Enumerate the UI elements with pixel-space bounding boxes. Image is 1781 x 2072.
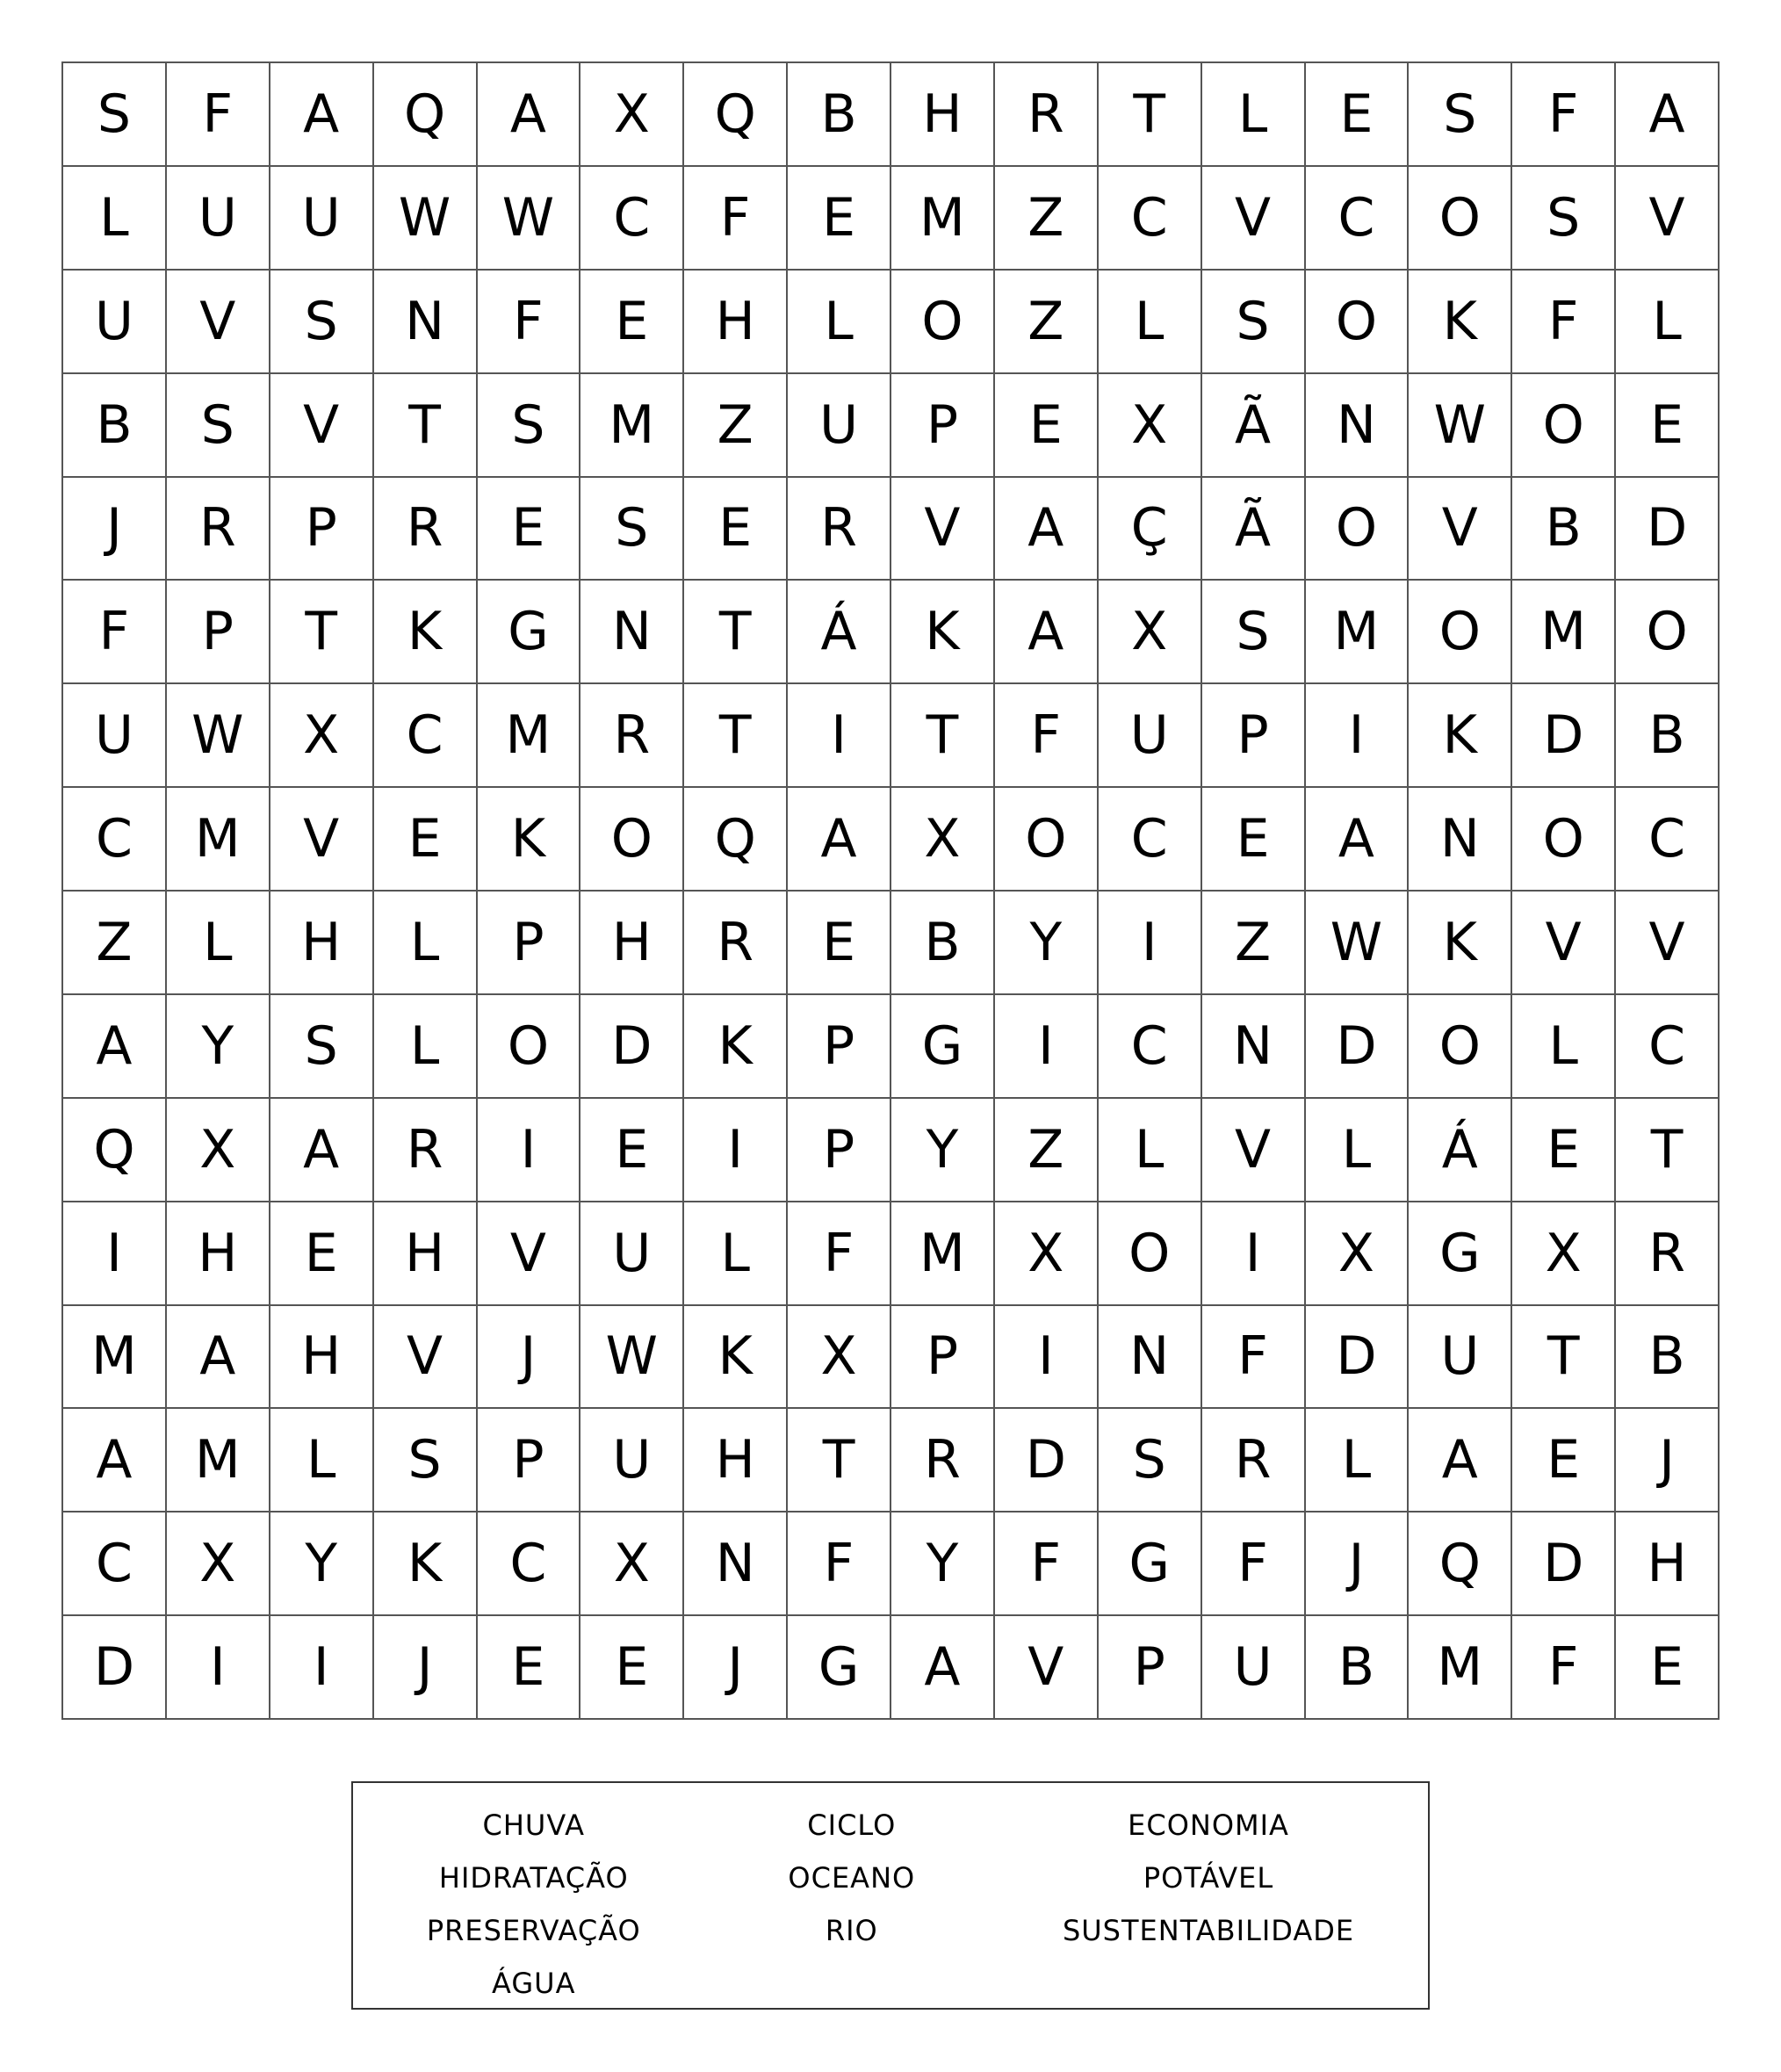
grid-cell[interactable]: S: [1409, 63, 1512, 167]
grid-cell[interactable]: S: [167, 374, 270, 478]
grid-cell[interactable]: O: [1512, 374, 1616, 478]
word-list-item: CHUVA: [482, 1808, 586, 1842]
grid-cell[interactable]: B: [1306, 1616, 1410, 1720]
grid-cell[interactable]: N: [580, 581, 684, 684]
grid-cell[interactable]: I: [167, 1616, 270, 1720]
grid-cell[interactable]: Y: [891, 1512, 995, 1616]
grid-cell[interactable]: Q: [1409, 1512, 1512, 1616]
grid-cell[interactable]: H: [1616, 1512, 1720, 1616]
grid-cell[interactable]: B: [891, 892, 995, 995]
grid-cell[interactable]: D: [1306, 1306, 1410, 1410]
grid-cell[interactable]: H: [891, 63, 995, 167]
grid-cell[interactable]: V: [891, 478, 995, 581]
grid-cell[interactable]: L: [270, 1409, 374, 1512]
grid-cell[interactable]: M: [891, 167, 995, 271]
grid-cell[interactable]: V: [1202, 1099, 1306, 1202]
grid-cell[interactable]: A: [995, 581, 1099, 684]
grid-cell[interactable]: C: [478, 1512, 581, 1616]
grid-cell[interactable]: O: [1306, 478, 1410, 581]
grid-cell[interactable]: K: [891, 581, 995, 684]
grid-cell[interactable]: C: [63, 788, 167, 892]
word-list-box: [351, 1781, 1430, 2010]
grid-cell[interactable]: P: [1202, 684, 1306, 788]
grid-cell[interactable]: R: [788, 478, 891, 581]
grid-cell[interactable]: A: [1409, 1409, 1512, 1512]
grid-cell[interactable]: O: [1099, 1202, 1202, 1306]
grid-cell[interactable]: P: [167, 581, 270, 684]
grid-cell[interactable]: S: [374, 1409, 478, 1512]
grid-cell[interactable]: E: [788, 167, 891, 271]
grid-cell[interactable]: V: [1512, 892, 1616, 995]
grid-cell[interactable]: B: [1616, 684, 1720, 788]
grid-cell[interactable]: Á: [788, 581, 891, 684]
grid-cell[interactable]: A: [995, 478, 1099, 581]
grid-cell[interactable]: J: [1616, 1409, 1720, 1512]
grid-cell[interactable]: U: [270, 167, 374, 271]
grid-cell[interactable]: C: [1099, 995, 1202, 1099]
grid-cell[interactable]: I: [788, 684, 891, 788]
grid-cell[interactable]: B: [63, 374, 167, 478]
grid-cell[interactable]: A: [167, 1306, 270, 1410]
grid-cell[interactable]: J: [1306, 1512, 1410, 1616]
grid-cell[interactable]: C: [1099, 167, 1202, 271]
word-list-item: POTÁVEL: [1143, 1861, 1274, 1895]
grid-cell[interactable]: L: [167, 892, 270, 995]
grid-cell[interactable]: O: [995, 788, 1099, 892]
grid-cell[interactable]: L: [1512, 995, 1616, 1099]
grid-cell[interactable]: Z: [995, 167, 1099, 271]
grid-cell[interactable]: R: [891, 1409, 995, 1512]
grid-cell[interactable]: Y: [167, 995, 270, 1099]
grid-cell[interactable]: F: [1202, 1512, 1306, 1616]
grid-cell[interactable]: Q: [684, 63, 788, 167]
grid-cell[interactable]: E: [1616, 1616, 1720, 1720]
grid-cell[interactable]: L: [684, 1202, 788, 1306]
grid-cell[interactable]: U: [1099, 684, 1202, 788]
grid-cell[interactable]: E: [1306, 63, 1410, 167]
grid-cell[interactable]: K: [684, 1306, 788, 1410]
grid-cell[interactable]: F: [1512, 1616, 1616, 1720]
grid-cell[interactable]: L: [1306, 1409, 1410, 1512]
grid-cell[interactable]: V: [167, 271, 270, 374]
grid-cell[interactable]: S: [1512, 167, 1616, 271]
grid-cell[interactable]: X: [995, 1202, 1099, 1306]
grid-cell[interactable]: T: [1512, 1306, 1616, 1410]
grid-cell[interactable]: G: [891, 995, 995, 1099]
grid-cell[interactable]: Ã: [1202, 478, 1306, 581]
grid-cell[interactable]: P: [1099, 1616, 1202, 1720]
grid-cell[interactable]: D: [1512, 684, 1616, 788]
grid-cell[interactable]: E: [374, 788, 478, 892]
grid-cell[interactable]: K: [374, 581, 478, 684]
grid-cell[interactable]: L: [1099, 1099, 1202, 1202]
grid-cell[interactable]: N: [1409, 788, 1512, 892]
grid-cell[interactable]: L: [374, 892, 478, 995]
grid-cell[interactable]: A: [270, 1099, 374, 1202]
grid-cell[interactable]: A: [891, 1616, 995, 1720]
grid-cell[interactable]: H: [684, 1409, 788, 1512]
grid-cell[interactable]: N: [684, 1512, 788, 1616]
grid-cell[interactable]: Z: [684, 374, 788, 478]
grid-cell[interactable]: D: [63, 1616, 167, 1720]
grid-cell[interactable]: E: [580, 271, 684, 374]
grid-cell[interactable]: N: [374, 271, 478, 374]
grid-cell[interactable]: R: [167, 478, 270, 581]
word-list-item: OCEANO: [788, 1861, 916, 1895]
grid-cell[interactable]: N: [1202, 995, 1306, 1099]
grid-cell[interactable]: L: [1202, 63, 1306, 167]
grid-cell[interactable]: F: [63, 581, 167, 684]
grid-cell[interactable]: Ç: [1099, 478, 1202, 581]
grid-cell[interactable]: Z: [995, 1099, 1099, 1202]
grid-cell[interactable]: H: [374, 1202, 478, 1306]
grid-cell[interactable]: H: [684, 271, 788, 374]
grid-cell[interactable]: P: [788, 995, 891, 1099]
word-list-item: ÁGUA: [492, 1967, 576, 2000]
grid-cell[interactable]: Q: [63, 1099, 167, 1202]
grid-cell[interactable]: H: [270, 1306, 374, 1410]
grid-cell[interactable]: O: [1616, 581, 1720, 684]
grid-cell[interactable]: C: [1616, 995, 1720, 1099]
grid-cell[interactable]: E: [580, 1616, 684, 1720]
grid-cell[interactable]: H: [270, 892, 374, 995]
grid-cell[interactable]: T: [891, 684, 995, 788]
grid-cell[interactable]: E: [478, 1616, 581, 1720]
word-list-item: ECONOMIA: [1128, 1808, 1289, 1842]
grid-cell[interactable]: U: [63, 271, 167, 374]
grid-cell[interactable]: V: [995, 1616, 1099, 1720]
grid-cell[interactable]: S: [63, 63, 167, 167]
grid-cell[interactable]: O: [1512, 788, 1616, 892]
grid-cell[interactable]: S: [1202, 271, 1306, 374]
grid-cell[interactable]: Z: [1202, 892, 1306, 995]
grid-cell[interactable]: E: [995, 374, 1099, 478]
grid-cell[interactable]: O: [1306, 271, 1410, 374]
grid-cell[interactable]: M: [1306, 581, 1410, 684]
grid-cell[interactable]: G: [1409, 1202, 1512, 1306]
grid-cell[interactable]: C: [374, 684, 478, 788]
grid-cell[interactable]: X: [1099, 581, 1202, 684]
grid-cell[interactable]: G: [1099, 1512, 1202, 1616]
grid-cell[interactable]: K: [1409, 892, 1512, 995]
grid-cell[interactable]: D: [1306, 995, 1410, 1099]
grid-cell[interactable]: R: [684, 892, 788, 995]
grid-cell[interactable]: K: [478, 788, 581, 892]
grid-cell[interactable]: T: [788, 1409, 891, 1512]
grid-cell[interactable]: R: [580, 684, 684, 788]
grid-cell[interactable]: X: [270, 684, 374, 788]
grid-cell[interactable]: A: [63, 1409, 167, 1512]
word-list-column: [427, 1799, 641, 2008]
grid-cell[interactable]: Ã: [1202, 374, 1306, 478]
grid-cell[interactable]: N: [1099, 1306, 1202, 1410]
grid-cell[interactable]: I: [1306, 684, 1410, 788]
grid-cell[interactable]: A: [478, 63, 581, 167]
grid-cell[interactable]: E: [1202, 788, 1306, 892]
grid-cell[interactable]: E: [788, 892, 891, 995]
grid-cell[interactable]: R: [374, 478, 478, 581]
grid-cell[interactable]: N: [1306, 374, 1410, 478]
word-list-column: [788, 1799, 915, 2008]
grid-cell[interactable]: V: [1202, 167, 1306, 271]
grid-cell[interactable]: Q: [684, 788, 788, 892]
grid-cell[interactable]: T: [684, 684, 788, 788]
grid-cell[interactable]: S: [270, 995, 374, 1099]
grid-cell[interactable]: J: [63, 478, 167, 581]
grid-cell[interactable]: I: [1099, 892, 1202, 995]
grid-cell[interactable]: V: [1409, 478, 1512, 581]
grid-cell[interactable]: C: [1616, 788, 1720, 892]
grid-cell[interactable]: Á: [1409, 1099, 1512, 1202]
grid-cell[interactable]: L: [788, 271, 891, 374]
grid-cell[interactable]: Z: [995, 271, 1099, 374]
grid-cell[interactable]: M: [478, 684, 581, 788]
grid-cell[interactable]: R: [1616, 1202, 1720, 1306]
grid-cell[interactable]: E: [1616, 374, 1720, 478]
grid-cell[interactable]: B: [788, 63, 891, 167]
grid-cell[interactable]: X: [167, 1512, 270, 1616]
grid-cell[interactable]: R: [1202, 1409, 1306, 1512]
grid-cell[interactable]: Y: [270, 1512, 374, 1616]
grid-cell[interactable]: C: [63, 1512, 167, 1616]
grid-cell[interactable]: Y: [891, 1099, 995, 1202]
grid-cell[interactable]: A: [63, 995, 167, 1099]
grid-cell[interactable]: U: [167, 167, 270, 271]
grid-cell[interactable]: T: [684, 581, 788, 684]
grid-cell[interactable]: W: [478, 167, 581, 271]
grid-cell[interactable]: V: [270, 374, 374, 478]
grid-cell[interactable]: F: [1512, 271, 1616, 374]
grid-cell[interactable]: H: [580, 892, 684, 995]
grid-cell[interactable]: V: [270, 788, 374, 892]
grid-cell[interactable]: A: [270, 63, 374, 167]
grid-cell[interactable]: P: [891, 374, 995, 478]
grid-cell[interactable]: M: [63, 1306, 167, 1410]
grid-cell[interactable]: X: [1306, 1202, 1410, 1306]
grid-cell[interactable]: U: [63, 684, 167, 788]
grid-cell[interactable]: F: [684, 167, 788, 271]
grid-cell[interactable]: L: [1306, 1099, 1410, 1202]
grid-cell[interactable]: L: [1616, 271, 1720, 374]
word-list-item: CICLO: [807, 1808, 897, 1842]
grid-cell[interactable]: U: [580, 1409, 684, 1512]
grid-cell[interactable]: Z: [63, 892, 167, 995]
grid-cell[interactable]: M: [891, 1202, 995, 1306]
word-list-item: SUSTENTABILIDADE: [1062, 1914, 1355, 1947]
grid-cell[interactable]: I: [63, 1202, 167, 1306]
word-list-column: [1063, 1799, 1354, 2008]
word-list-item: RIO: [825, 1914, 878, 1947]
grid-cell[interactable]: X: [167, 1099, 270, 1202]
grid-cell[interactable]: L: [63, 167, 167, 271]
grid-cell[interactable]: R: [374, 1099, 478, 1202]
grid-cell[interactable]: K: [374, 1512, 478, 1616]
grid-cell[interactable]: D: [1512, 1512, 1616, 1616]
grid-cell[interactable]: F: [167, 63, 270, 167]
grid-cell[interactable]: M: [167, 788, 270, 892]
grid-cell[interactable]: X: [891, 788, 995, 892]
grid-cell[interactable]: F: [478, 271, 581, 374]
grid-cell[interactable]: E: [1512, 1099, 1616, 1202]
grid-cell[interactable]: X: [580, 63, 684, 167]
grid-cell[interactable]: J: [684, 1616, 788, 1720]
grid-cell[interactable]: O: [891, 271, 995, 374]
grid-cell[interactable]: B: [1512, 478, 1616, 581]
grid-cell[interactable]: O: [1409, 995, 1512, 1099]
grid-cell[interactable]: T: [1099, 63, 1202, 167]
grid-cell[interactable]: T: [374, 374, 478, 478]
grid-cell[interactable]: W: [580, 1306, 684, 1410]
grid-cell[interactable]: W: [167, 684, 270, 788]
grid-cell[interactable]: P: [270, 478, 374, 581]
grid-cell[interactable]: J: [478, 1306, 581, 1410]
grid-cell[interactable]: G: [788, 1616, 891, 1720]
grid-cell[interactable]: I: [478, 1099, 581, 1202]
grid-cell[interactable]: I: [270, 1616, 374, 1720]
grid-cell[interactable]: I: [995, 995, 1099, 1099]
grid-cell[interactable]: M: [580, 374, 684, 478]
grid-cell[interactable]: I: [995, 1306, 1099, 1410]
grid-cell[interactable]: I: [1202, 1202, 1306, 1306]
grid-cell[interactable]: O: [478, 995, 581, 1099]
grid-cell[interactable]: D: [1616, 478, 1720, 581]
grid-cell[interactable]: F: [1512, 63, 1616, 167]
grid-cell[interactable]: M: [1512, 581, 1616, 684]
grid-cell[interactable]: R: [995, 63, 1099, 167]
grid-cell[interactable]: U: [1202, 1616, 1306, 1720]
grid-cell[interactable]: Q: [374, 63, 478, 167]
grid-cell[interactable]: F: [788, 1512, 891, 1616]
grid-cell[interactable]: D: [580, 995, 684, 1099]
grid-cell[interactable]: X: [1512, 1202, 1616, 1306]
word-list-item: PRESERVAÇÃO: [426, 1914, 641, 1947]
grid-cell[interactable]: S: [1099, 1409, 1202, 1512]
grid-cell[interactable]: Y: [995, 892, 1099, 995]
grid-cell[interactable]: E: [1512, 1409, 1616, 1512]
grid-cell[interactable]: E: [580, 1099, 684, 1202]
grid-cell[interactable]: T: [1616, 1099, 1720, 1202]
grid-cell[interactable]: K: [1409, 684, 1512, 788]
grid-cell[interactable]: P: [891, 1306, 995, 1410]
grid-cell[interactable]: P: [478, 892, 581, 995]
grid-cell[interactable]: A: [788, 788, 891, 892]
grid-cell[interactable]: S: [580, 478, 684, 581]
grid-cell[interactable]: U: [580, 1202, 684, 1306]
grid-cell[interactable]: W: [374, 167, 478, 271]
grid-cell[interactable]: X: [580, 1512, 684, 1616]
grid-cell[interactable]: G: [478, 581, 581, 684]
grid-cell[interactable]: B: [1616, 1306, 1720, 1410]
grid-cell[interactable]: O: [1409, 581, 1512, 684]
grid-cell[interactable]: S: [1202, 581, 1306, 684]
grid-cell[interactable]: K: [684, 995, 788, 1099]
grid-cell[interactable]: M: [1409, 1616, 1512, 1720]
grid-cell[interactable]: W: [1306, 892, 1410, 995]
grid-cell[interactable]: O: [580, 788, 684, 892]
grid-cell[interactable]: A: [1306, 788, 1410, 892]
grid-cell[interactable]: X: [1099, 374, 1202, 478]
grid-cell[interactable]: E: [270, 1202, 374, 1306]
grid-cell[interactable]: U: [788, 374, 891, 478]
grid-cell[interactable]: T: [270, 581, 374, 684]
grid-cell[interactable]: L: [1099, 271, 1202, 374]
grid-cell[interactable]: V: [1616, 892, 1720, 995]
grid-cell[interactable]: W: [1409, 374, 1512, 478]
grid-cell[interactable]: H: [167, 1202, 270, 1306]
grid-cell[interactable]: C: [580, 167, 684, 271]
grid-cell[interactable]: C: [1306, 167, 1410, 271]
grid-cell[interactable]: S: [478, 374, 581, 478]
grid-cell[interactable]: E: [478, 478, 581, 581]
grid-cell[interactable]: F: [995, 684, 1099, 788]
grid-cell[interactable]: F: [788, 1202, 891, 1306]
grid-cell[interactable]: O: [1409, 167, 1512, 271]
grid-cell[interactable]: P: [478, 1409, 581, 1512]
grid-cell[interactable]: A: [1616, 63, 1720, 167]
grid-cell[interactable]: V: [374, 1306, 478, 1410]
grid-cell[interactable]: U: [1409, 1306, 1512, 1410]
grid-cell[interactable]: F: [1202, 1306, 1306, 1410]
grid-cell[interactable]: C: [1099, 788, 1202, 892]
grid-cell[interactable]: F: [995, 1512, 1099, 1616]
grid-cell[interactable]: K: [1409, 271, 1512, 374]
word-list-item: HIDRATAÇÃO: [438, 1861, 629, 1895]
grid-cell[interactable]: S: [270, 271, 374, 374]
word-search-grid: [61, 61, 1720, 1720]
grid-cell[interactable]: L: [374, 995, 478, 1099]
grid-cell[interactable]: I: [684, 1099, 788, 1202]
grid-cell[interactable]: D: [995, 1409, 1099, 1512]
grid-cell[interactable]: J: [374, 1616, 478, 1720]
grid-cell[interactable]: V: [1616, 167, 1720, 271]
grid-cell[interactable]: E: [684, 478, 788, 581]
grid-cell[interactable]: M: [167, 1409, 270, 1512]
grid-cell[interactable]: P: [788, 1099, 891, 1202]
grid-cell[interactable]: V: [478, 1202, 581, 1306]
grid-cell[interactable]: X: [788, 1306, 891, 1410]
